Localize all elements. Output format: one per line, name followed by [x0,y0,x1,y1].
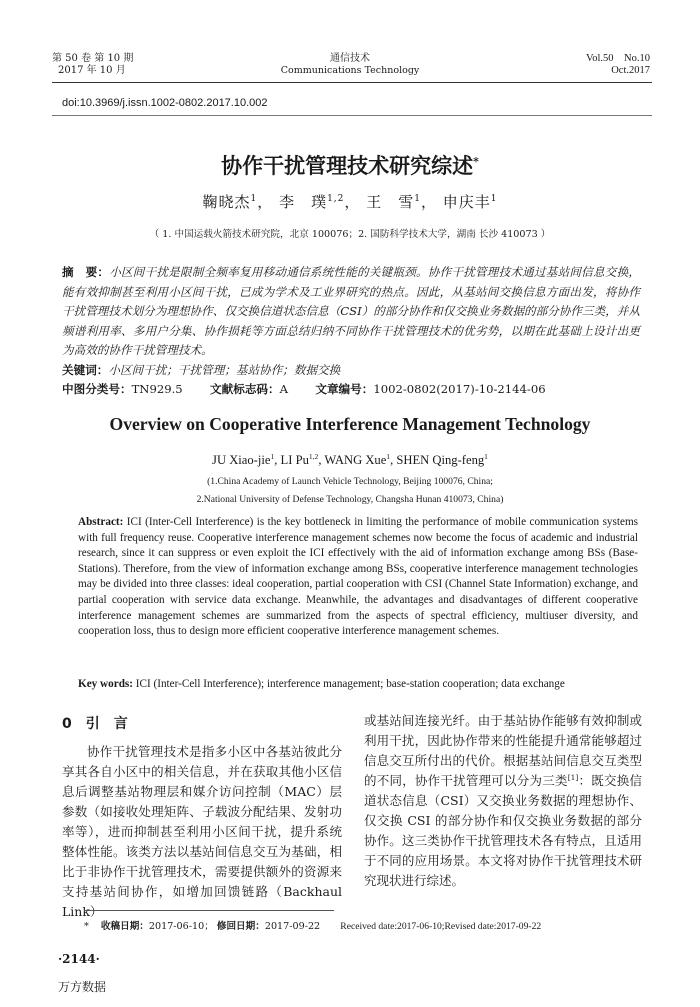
received-date: 2017-06-10； [148,921,214,932]
watermark: 万方数据 [58,980,107,994]
section-number: 0 [62,716,72,732]
keywords-en-text: ICI (Inter-Cell Interference); interference management; base-station cooperation; data exchange [135,678,565,690]
footnote [84,918,541,932]
author-en: LI Pu [280,453,309,467]
article-no-label: 文章编号： [315,382,374,396]
body-left-column [62,742,342,922]
journal-name-zh: 通信技术 [330,53,370,64]
title-zh-text: 协作干扰管理技术研究综述 [221,153,474,178]
doi: doi:10.3969/j.issn.1002-0802.2017.10.002 [62,97,268,109]
section-heading [62,713,128,733]
keywords-zh-text: 小区间干扰；干扰管理；基站协作；数据交换 [108,363,341,377]
clc-value: TN929.5 [131,382,183,396]
intro-paragraph-left: 协作干扰管理技术是指多小区中各基站彼此分享其各自小区中的相关信息，并在获取其他小区信息后调整基站物理层和媒介访问控制（MAC）层参数（如接收处理矩阵、子载波分配结果、发射功率等），进而抑制甚至利用小区间干扰，提升系统整体性能。该类方法以基站间信息交互为基础，相比于非协作干扰管理技术，需要提供额外的资源来支持基站间协作，如增加回馈链路（Backhaul Link） [62,744,342,919]
intro-paragraph-right-b: ：既交换信道状态信息（CSI）又交换业务数据的理想协作、仅交换 CSI 的部分协作和仅交换业务数据的部分协作。这三类协作干扰管理技术各有特点，且适用于不同的应用场景。本文将对协作干扰管理技术研究现状进行综述。 [364,773,642,888]
authors-en: JU Xiao-jie$^1$, LI Pu$^{1,2}$, WANG Xue$^1$, SHEN Qing-feng$^1$ [212,451,488,467]
received-label: 收稿日期： [100,921,149,932]
header-rule [52,82,652,83]
year-month: 2017 年 10 月 [58,65,126,76]
affiliation-en-1: (1.China Academy of Launch Vehicle Technology, Beijing 100076, China; [207,476,493,487]
footnote-rule [84,910,334,911]
author-en: JU Xiao-jie [212,453,271,467]
section-title: 引 言 [85,716,128,732]
keywords-en [78,677,638,693]
citation-ref: [1] [567,772,579,782]
author-en: WANG Xue [324,453,387,467]
doi-rule [52,115,652,116]
author-zh: 申庆丰 [442,193,491,211]
author-en: SHEN Qing-feng [396,453,485,467]
keywords-zh [62,362,640,378]
revised-label: 修回日期： [216,921,265,932]
abstract-en-label: Abstract: [78,516,124,528]
intro-paragraph-right-a: 或基站间连接光纤。由于基站协作能够有效抑制或利用干扰，因此协作带来的性能提升通常能够超过信息交互所付出的代价。根据基站间信息交互类型的不同，协作干扰管理可以分为三类 [364,713,642,788]
abstract-en [78,515,638,640]
title-footnote-mark: * [473,155,479,168]
affiliation-zh: （ 1. 中国运载火箭技术研究院，北京 100076；2. 国防科学技术大学，湖南 长沙 410073 ） [149,229,551,240]
doc-code-value: A [279,382,288,396]
header-center [250,53,450,77]
date-en: Oct.2017 [611,65,650,76]
clc-label: 中图分类号： [62,382,132,396]
title-en: Overview on Cooperative Interference Management Technology [109,414,591,434]
article-no-value: 1002-0802(2017)-10-2144-06 [373,382,546,396]
journal-name-en: Communications Technology [280,65,420,76]
header-right [586,53,650,77]
abstract-zh-text: 小区间干扰是限制全频率复用移动通信系统性能的关键瓶颈。协作干扰管理技术通过基站间信息交换，能有效抑制甚至利用小区间干扰，已成为学术及工业界研究的热点。因此，从基站间交换信息方面出发，将协作干扰管理技术划分为理想协作、仅交换信道状态信息（CSI）的部分协作和仅交换业务数据的部分协作三类，并从频谱利用率、多用户分集、协作损耗等方面总结归纳不同协作干扰管理技术的优劣势，以期在此基础上设计出更为高效的协作干扰管理技术。 [62,265,640,357]
author-zh: 王 雪 [366,193,415,211]
abstract-zh [62,263,640,361]
classification-line [62,381,640,397]
authors-zh: 鞠晓杰$^1$， 李 璞$^{1,2}$， 王 雪$^1$， 申庆丰$^1$ [202,193,498,211]
author-zh: 李 璞 [279,193,328,211]
volume-no-en: Vol.50 No.10 [586,53,650,64]
revised-date: 2017-09-22 [264,921,321,932]
header-left [52,53,133,77]
title-zh [0,150,700,180]
footnote-english: Received date:2017-06-10;Revised date:2017-09-22 [340,921,542,932]
abstract-en-text: ICI (Inter-Cell Interference) is the key bottleneck in limiting the performance of mobile communication systems with full frequency reuse. Cooperative interference management schemes now become the focus of academic and industrial research, since it can suppress or even exploit the ICI effectively with the aid of information exchange among BSs (Base-Stations). Therefore, from the view of information exchange among BSs, cooperative interference management technologies may be divided into three classes: ideal cooperation, partial cooperation with CSI (Channel State Information) exchange, and partial cooperation with service data exchange. Meanwhile, the advantages and disadvantages of different cooperative interference management schemes are summarized from the aspects of spectral efficiency, multiuser diversity, and cooperation loss, thus to design more efficient cooperative interference management schemes. [78,516,639,638]
footnote-mark: * [84,921,89,932]
doc-code-label: 文献标志码： [210,382,280,396]
abstract-zh-label: 摘 要： [62,265,110,279]
volume-issue: 第 50 卷 第 10 期 [52,53,134,64]
author-zh: 鞠晓杰 [202,193,251,211]
keywords-en-label: Key words: [78,678,133,690]
affiliation-en-2: 2.National University of Defense Technology, Changsha Hunan 410073, China) [196,494,504,505]
body-right-column [364,711,642,891]
page-number: ·2144· [58,952,100,966]
keywords-zh-label: 关键词： [62,363,109,377]
